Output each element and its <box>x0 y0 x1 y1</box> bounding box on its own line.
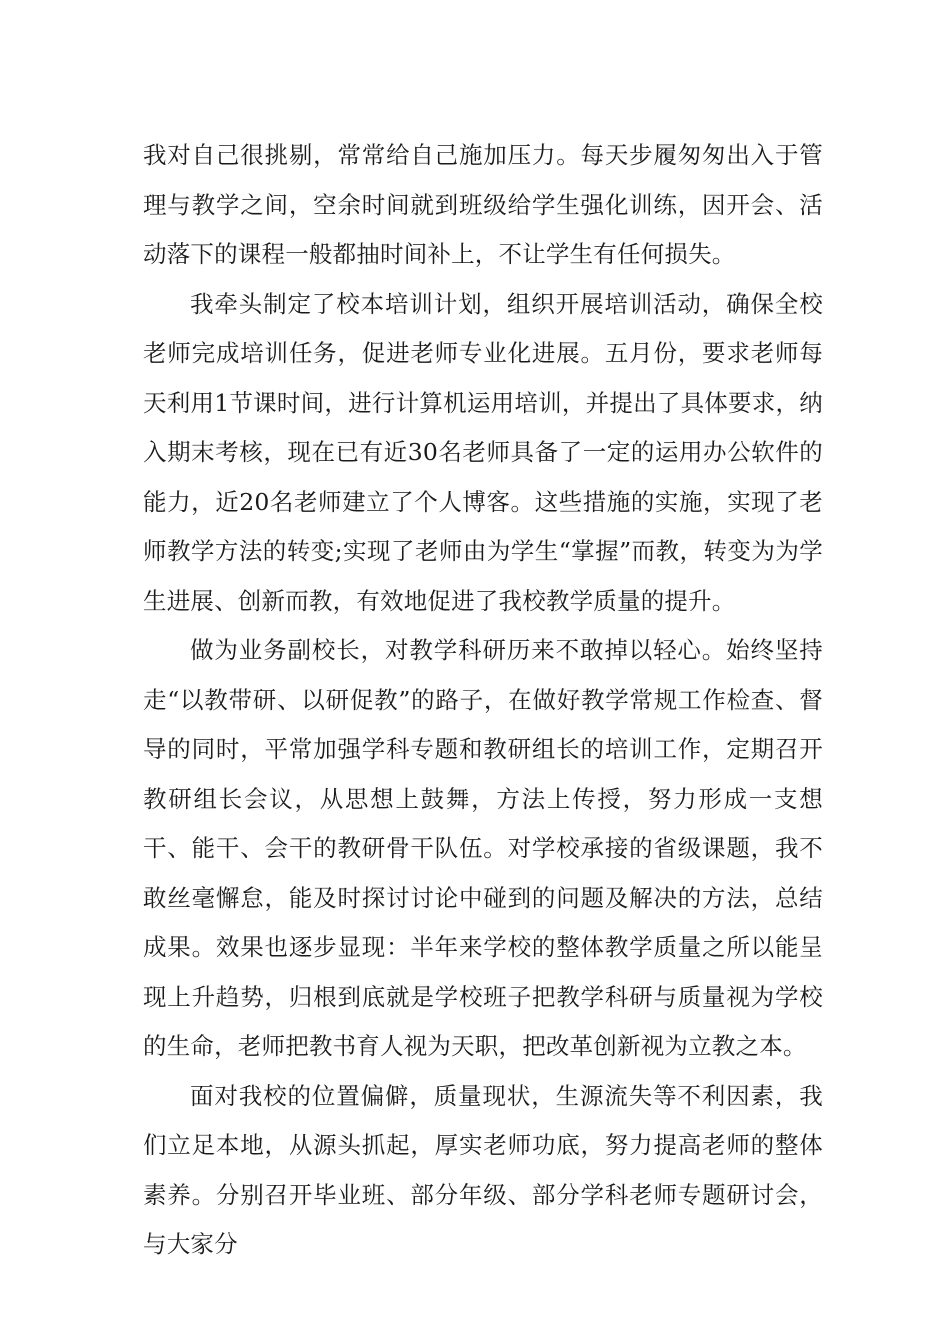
paragraph-3: 做为业务副校长，对教学科研历来不敢掉以轻心。始终坚持走“以教带研、以研促教”的路子，在做好教学常规工作检查、督导的同时，平常加强学科专题和教研组长的培训工作，定期召开教研组长会议，从思想上鼓舞，方法上传授，努力形成一支想干、能干、会干的教研骨干队伍。对学校承接的省级课题，我不敢丝毫懈怠，能及时探讨讨论中碰到的问题及解决的方法，总结成果。效果也逐步显现：半年来学校的整体教学质量之所以能呈现上升趋势，归根到底就是学校班子把教学科研与质量视为学校的生命，老师把教书育人视为天职，把改革创新视为立教之本。 <box>143 636 823 1060</box>
paragraph-2: 我牵头制定了校本培训计划，组织开展培训活动，确保全校老师完成培训任务，促进老师专业化进展。五月份，要求老师每天利用1节课时间，进行计算机运用培训，并提出了具体要求，纳入期末考核，现在已有近30名老师具备了一定的运用办公软件的能力，近20名老师建立了个人博客。这些措施的实施，实现了老师教学方法的转变;实现了老师由为学生“掌握”而教，转变为为学生进展、创新而教，有效地促进了我校教学质量的提升。 <box>143 289 823 615</box>
paragraph-4: 面对我校的位置偏僻，质量现状，生源流失等不利因素，我们立足本地，从源头抓起，厚实老师功底，努力提高老师的整体素养。分别召开毕业班、部分年级、部分学科老师专题研讨会，与大家分 <box>143 1081 823 1258</box>
document-body <box>143 131 823 1270</box>
paragraph-1: 我对自己很挑剔，常常给自己施加压力。每天步履匆匆出入于管理与教学之间，空余时间就到班级给学生强化训练，因开会、活动落下的课程一般都抽时间补上，不让学生有任何损失。 <box>143 141 823 268</box>
